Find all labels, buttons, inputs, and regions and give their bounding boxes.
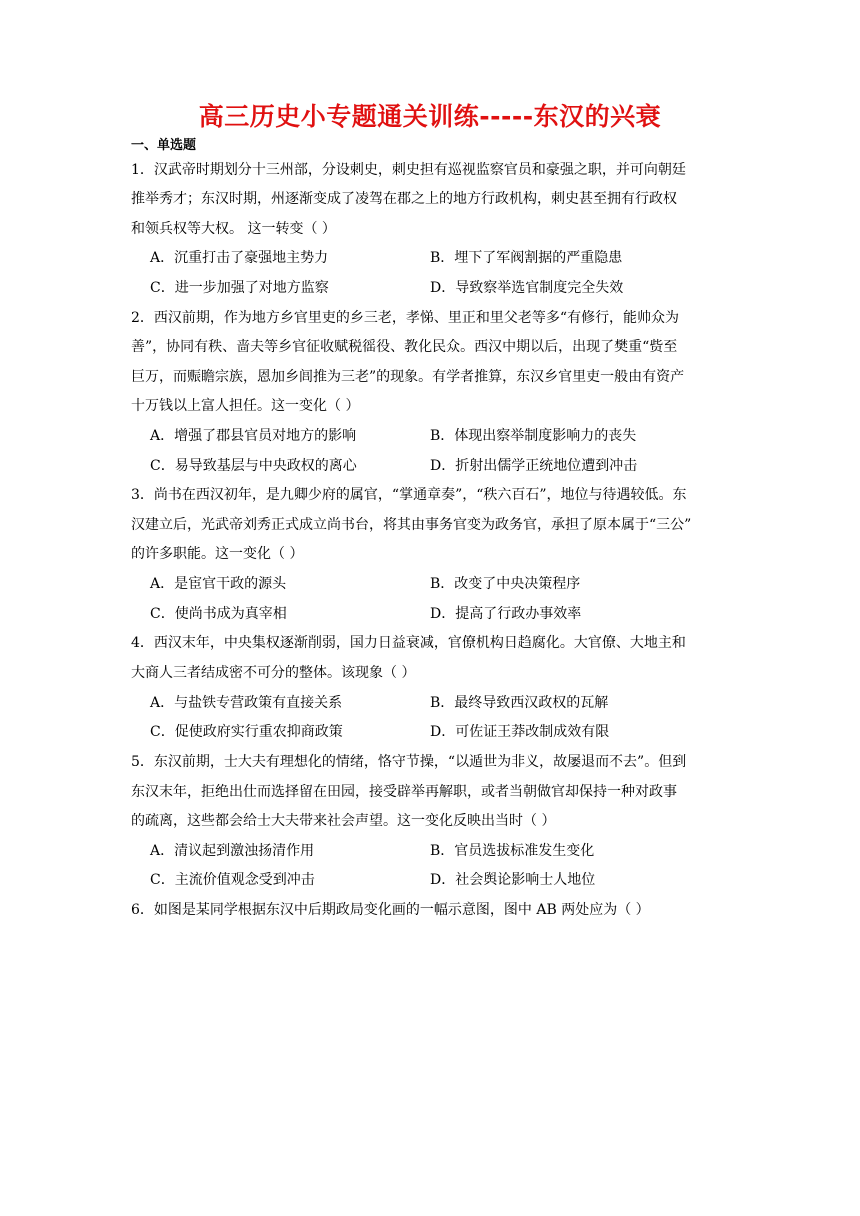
option-b: B．改变了中央决策程序 bbox=[430, 576, 581, 592]
option-d: D．导致察举选官制度完全失效 bbox=[430, 280, 624, 296]
question-text-line: 大商人三者结成密不可分的整体。该现象（ ） bbox=[131, 665, 416, 681]
option-b: B．官员选拔标准发生变化 bbox=[430, 843, 595, 859]
question-text-line: 5．东汉前期，士大夫有理想化的情绪，恪守节操，“以遁世为非义，故屡退而不去”。但到 bbox=[131, 754, 687, 770]
question-text-line: 的许多职能。这一变化（ ） bbox=[131, 546, 304, 562]
option-a: A．沉重打击了豪强地主势力 bbox=[150, 250, 329, 266]
option-b: B．埋下了军阀割据的严重隐患 bbox=[430, 250, 623, 266]
question-text-line: 6．如图是某同学根据东汉中后期政局变化画的一幅示意图，图中 AB 两处应为（ ） bbox=[131, 902, 650, 918]
question-text-line: 2．西汉前期，作为地方乡官里吏的乡三老，孝悌、里正和里父老等多“有修行，能帅众为 bbox=[131, 310, 680, 326]
option-c: C．主流价值观念受到冲击 bbox=[150, 872, 315, 888]
section-heading: 一、单选题 bbox=[131, 138, 197, 153]
option-b: B．最终导致西汉政权的瓦解 bbox=[430, 695, 609, 711]
option-c: C．促使政府实行重农抑商政策 bbox=[150, 724, 343, 740]
question-text-line: 1．汉武帝时期划分十三州部，分设刺史，刺史担有巡视监察官员和豪强之职，并可向朝廷 bbox=[131, 162, 686, 178]
question-text-line: 巨万，而赈瞻宗族，恩加乡闾推为三老”的现象。有学者推算，东汉乡官里吏一般由有资产 bbox=[131, 369, 685, 385]
question-text-line: 汉建立后，光武帝刘秀正式成立尚书台，将其由事务官变为政务官，承担了原本属于“三公” bbox=[131, 517, 692, 533]
question-text-line: 推举秀才；东汉时期，州逐渐变成了凌驾在郡之上的地方行政机构，刺史甚至拥有行政权 bbox=[131, 191, 677, 207]
option-d: D．折射出儒学正统地位遭到冲击 bbox=[430, 458, 638, 474]
option-a: A．与盐铁专营政策有直接关系 bbox=[150, 695, 343, 711]
question-text-line: 3．尚书在西汉初年，是九卿少府的属官，“掌通章奏”，“秩六百石”，地位与待遇较低。东 bbox=[131, 487, 687, 503]
option-a: A．是宦官干政的源头 bbox=[150, 576, 287, 592]
option-d: D．社会舆论影响士人地位 bbox=[430, 872, 596, 888]
option-a: A．增强了郡县官员对地方的影响 bbox=[150, 428, 357, 444]
question-text-line: 东汉末年，拒绝出仕而选择留在田园，接受辟举再解职，或者当朝做官却保持一种对政事 bbox=[131, 784, 677, 800]
question-text-line: 的疏离，这些都会给士大夫带来社会声望。这一变化反映出当时（ ） bbox=[131, 813, 556, 829]
option-a: A．清议起到激浊扬清作用 bbox=[150, 843, 315, 859]
option-d: D．可佐证王莽改制成效有限 bbox=[430, 724, 610, 740]
option-c: C．易导致基层与中央政权的离心 bbox=[150, 458, 357, 474]
option-b: B．体现出察举制度影响力的丧失 bbox=[430, 428, 637, 444]
option-d: D．提高了行政办事效率 bbox=[430, 606, 582, 622]
document-title: 高三历史小专题通关训练-----东汉的兴衰 bbox=[198, 102, 662, 131]
question-text-line: 善”，协同有秩、啬夫等乡官征收赋税徭役、教化民众。西汉中期以后，出现了樊重“赀至 bbox=[131, 339, 678, 355]
option-c: C．使尚书成为真宰相 bbox=[150, 606, 287, 622]
option-c: C．进一步加强了对地方监察 bbox=[150, 280, 329, 296]
question-text-line: 和领兵权等大权。 这一转变（ ） bbox=[131, 221, 336, 237]
question-text-line: 4．西汉末年，中央集权逐渐削弱，国力日益衰减，官僚机构日趋腐化。大官僚、大地主和 bbox=[131, 635, 686, 651]
question-text-line: 十万钱以上富人担任。这一变化（ ） bbox=[131, 398, 360, 414]
